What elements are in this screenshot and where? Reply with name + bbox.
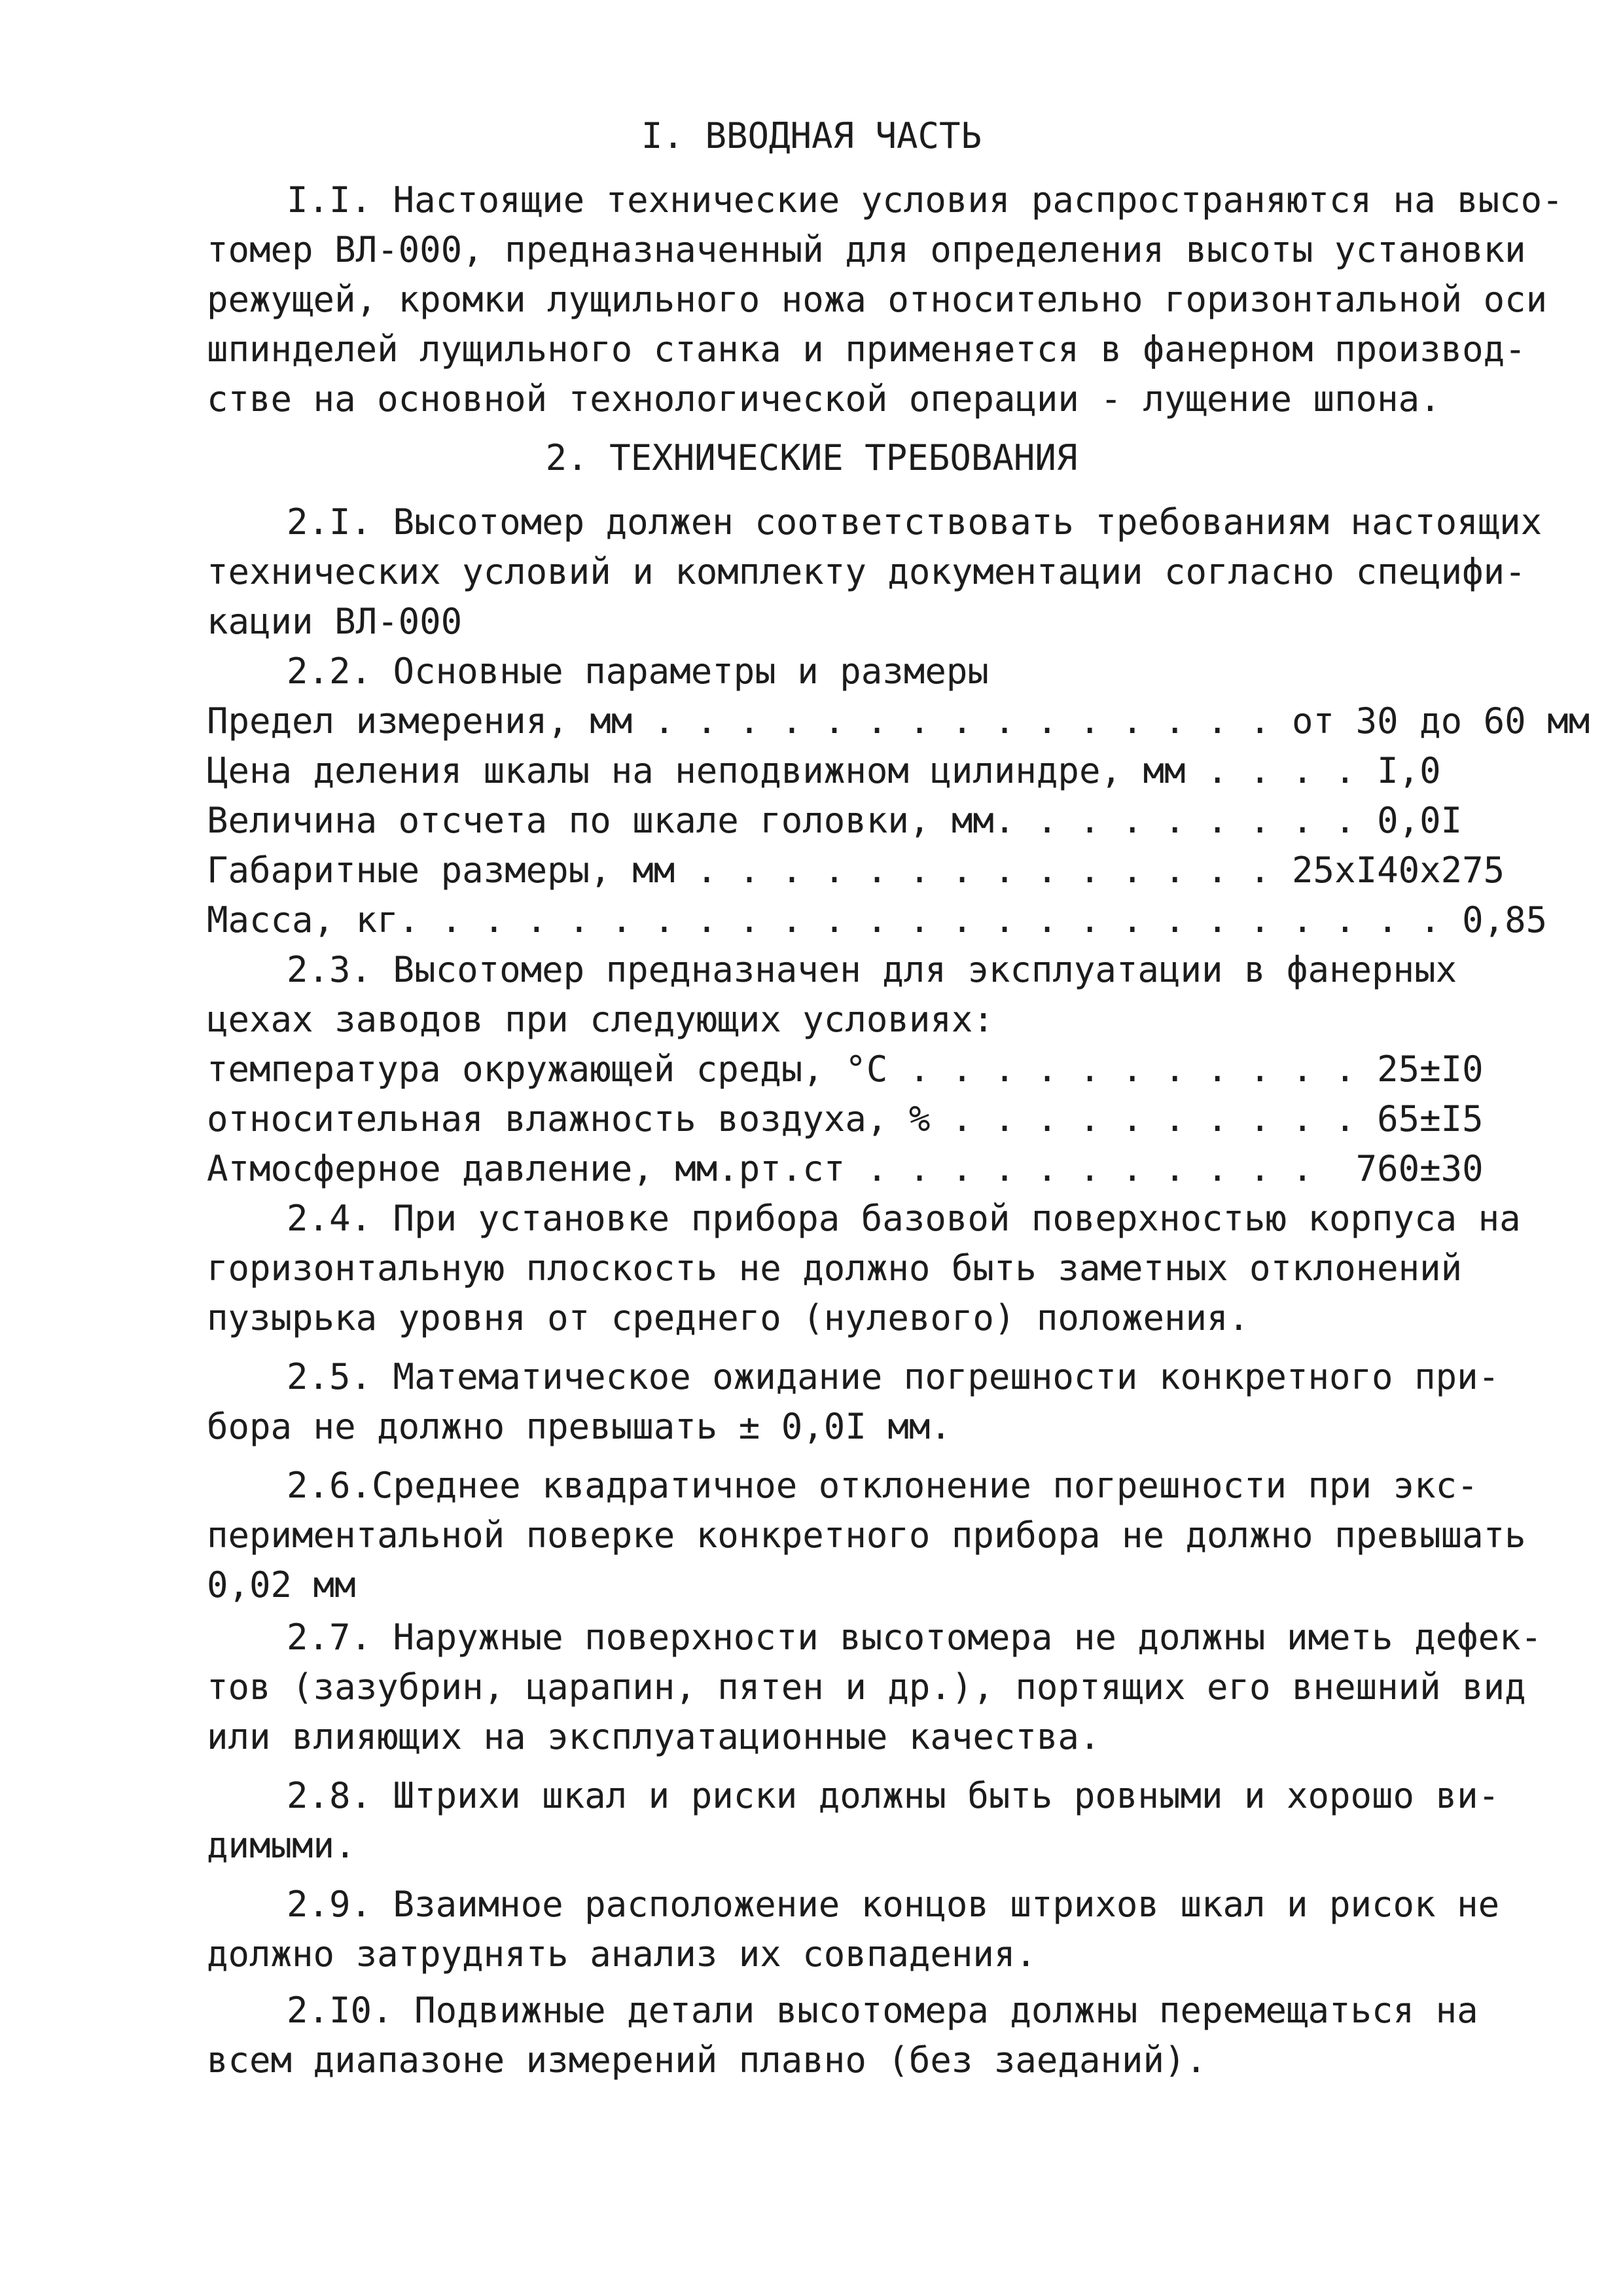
param-row: Масса, кг. . . . . . . . . . . . . . . . . . . . . . . . . 0,85 (207, 899, 1548, 941)
paragraph-2-5-line: 2.5. Математическое ожидание погрешности конкретного при- (287, 1356, 1500, 1397)
paragraph-1-1-line: режущей, кромки лущильного ножа относительно горизонтальной оси (207, 279, 1548, 320)
paragraph-2-6-line: 0,02 мм (207, 1564, 356, 1605)
section-2-heading: 2. ТЕХНИЧЕСКИЕ ТРЕБОВАНИЯ (545, 437, 1078, 478)
paragraph-2-3-line: цехах заводов при следующих условиях: (207, 999, 994, 1040)
paragraph-2-10-line: всем диапазоне измерений плавно (без заеданий). (207, 2039, 1207, 2081)
paragraph-2-7-line: или влияющих на эксплуатационные качества. (207, 1716, 1101, 1757)
condition-row: Атмосферное давление, мм.рт.ст . . . . . . . . . . . 760±30 (207, 1148, 1484, 1189)
paragraph-2-7-line: 2.7. Наружные поверхности высотомера не должны иметь дефек- (287, 1617, 1543, 1658)
paragraph-1-1-line: стве на основной технологической операции - лущение шпона. (207, 378, 1441, 420)
param-row: Предел измерения, мм . . . . . . . . . . . . . . . от 30 до 60 мм (207, 700, 1590, 742)
paragraph-2-5-line: бора не должно превышать ± 0,0I мм. (207, 1406, 952, 1447)
paragraph-2-6-line: 2.6.Среднее квадратичное отклонение погрешности при экс- (287, 1465, 1478, 1506)
paragraph-2-1-line: технических условий и комплекту документации согласно специфи- (207, 551, 1526, 592)
paragraph-2-6-line: периментальной поверке конкретного прибора не должно превышать (207, 1515, 1526, 1556)
section-1-heading: I. ВВОДНАЯ ЧАСТЬ (641, 115, 982, 156)
paragraph-2-7-line: тов (зазубрин, царапин, пятен и др.), портящих его внешний вид (207, 1666, 1526, 1708)
param-row: Величина отсчета по шкале головки, мм. . . . . . . . . 0,0I (207, 800, 1463, 841)
paragraph-1-1-line: шпинделей лущильного станка и применяется в фанерном производ- (207, 329, 1526, 370)
paragraph-2-10-line: 2.I0. Подвижные детали высотомера должны перемещаться на (287, 1990, 1478, 2031)
paragraph-2-8-line: димыми. (207, 1825, 356, 1866)
paragraph-2-4-line: горизонтальную плоскость не должно быть заметных отклонений (207, 1247, 1463, 1289)
paragraph-2-9-line: должно затруднять анализ их совпадения. (207, 1933, 1037, 1975)
paragraph-2-1-line: кации ВЛ-000 (207, 601, 463, 642)
paragraph-1-1-line: томер ВЛ-000, предназначенный для определения высоты установки (207, 229, 1526, 270)
condition-row: температура окружающей среды, °С . . . . . . . . . . . 25±I0 (207, 1049, 1484, 1090)
paragraph-1-1-line: I.I. Настоящие технические условия распространяются на высо- (287, 179, 1563, 221)
param-row: Габаритные размеры, мм . . . . . . . . . . . . . . 25хI40х275 (207, 850, 1505, 891)
condition-row: относительная влажность воздуха, % . . . . . . . . . . 65±I5 (207, 1098, 1484, 1139)
paragraph-2-4-line: пузырька уровня от среднего (нулевого) положения. (207, 1297, 1250, 1338)
paragraph-2-8-line: 2.8. Штрихи шкал и риски должны быть ровными и хорошо ви- (287, 1775, 1500, 1816)
paragraph-2-3-line: 2.3. Высотомер предназначен для эксплуатации в фанерных (287, 949, 1457, 990)
paragraph-2-1-line: 2.I. Высотомер должен соответствовать требованиям настоящих (287, 501, 1543, 543)
paragraph-2-2-title: 2.2. Основные параметры и размеры (287, 651, 989, 692)
paragraph-2-4-line: 2.4. При установке прибора базовой поверхностью корпуса на (287, 1198, 1521, 1239)
param-row: Цена деления шкалы на неподвижном цилиндре, мм . . . . I,0 (207, 750, 1441, 791)
paragraph-2-9-line: 2.9. Взаимное расположение концов штрихов шкал и рисок не (287, 1884, 1500, 1925)
